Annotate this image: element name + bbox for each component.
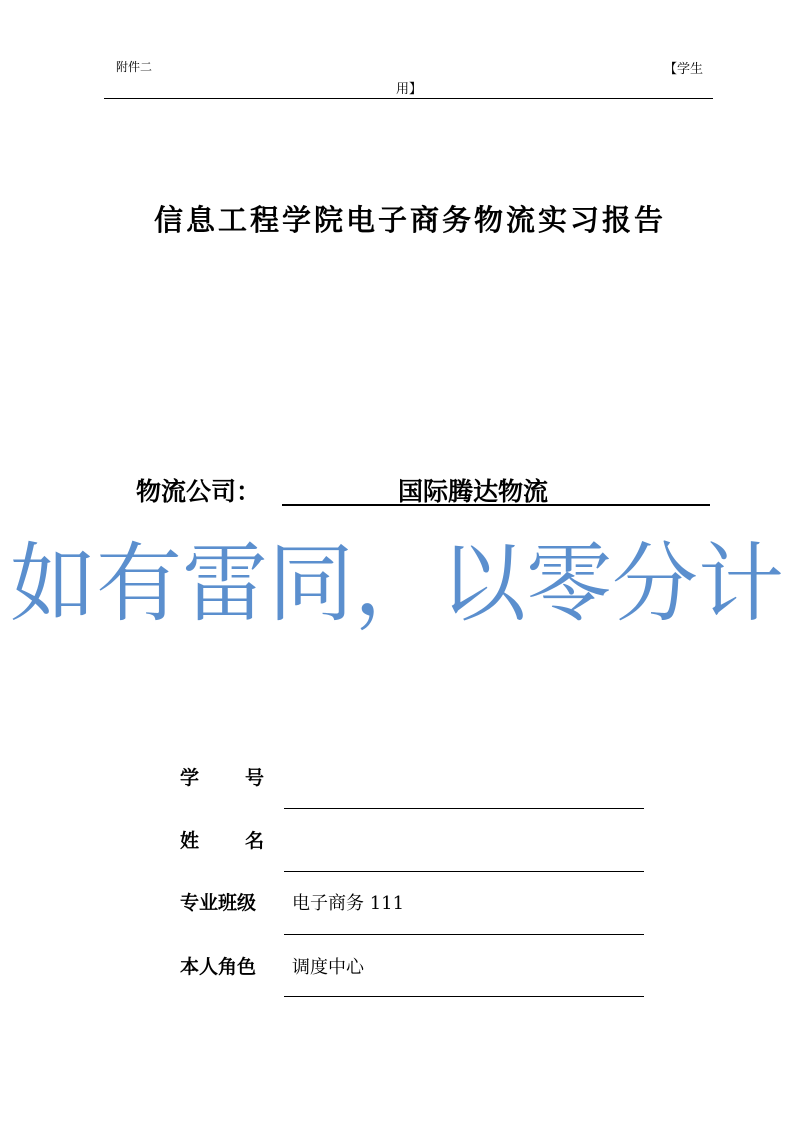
role-underline [284, 996, 644, 997]
name-label-char1: 姓 [180, 830, 200, 852]
major-class-underline [284, 934, 644, 935]
major-class-label: 专业班级 [180, 892, 257, 914]
company-label: 物流公司： [136, 477, 262, 506]
name-label-char2: 名 [244, 830, 264, 852]
student-id-label-char1: 学 [180, 767, 200, 789]
report-title: 信息工程学院电子商务物流实习报告 [153, 203, 666, 237]
header-divider [104, 98, 713, 99]
watermark: 如有雷同，以零分计 [10, 534, 784, 634]
role-label: 本人角色 [180, 956, 257, 978]
student-id-underline [284, 808, 644, 809]
student-id-label-char2: 号 [244, 767, 264, 789]
role-value: 调度中心 [292, 957, 364, 978]
company-field [282, 472, 710, 506]
major-class-value: 电子商务 111 [292, 893, 405, 914]
student-id-label [180, 763, 264, 790]
header-student-use-label-cont: 用】 [396, 82, 423, 97]
name-label [180, 826, 264, 853]
header-student-use-label: 【学生 [664, 62, 704, 77]
name-underline [284, 871, 644, 872]
header-annex-label: 附件二 [116, 60, 153, 74]
company-value: 国际腾达物流 [398, 477, 549, 506]
